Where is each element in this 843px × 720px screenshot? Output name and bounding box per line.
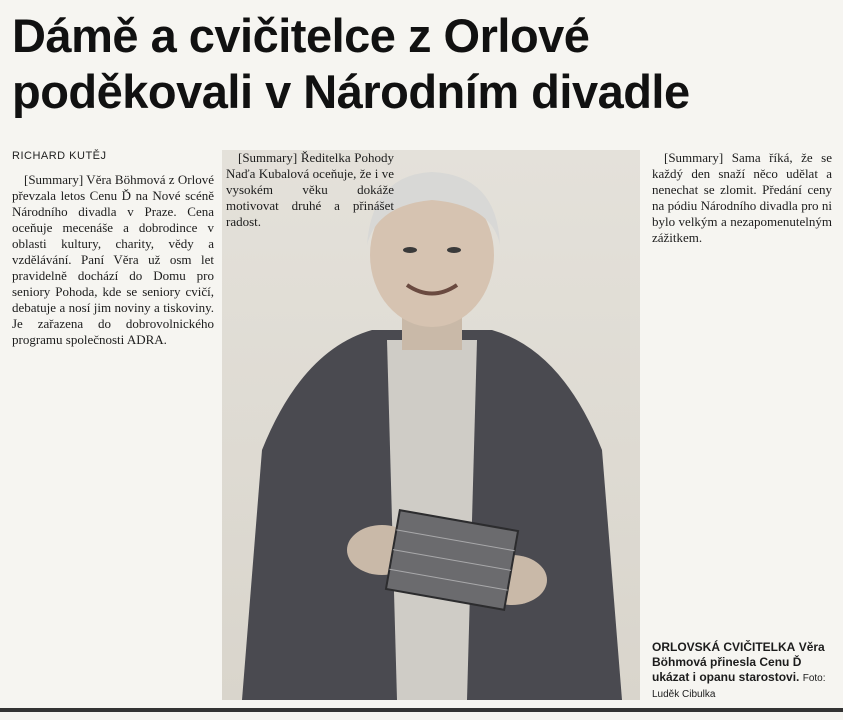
article-summary-column-3	[652, 150, 832, 254]
summary-paragraph: [Summary] Ředitelka Pohody Naďa Kubalová oceňuje, že i ve vysokém věku dokáže motivovat druhé a přinášet radost.	[226, 150, 394, 229]
headline: Dámě a cvičitelce z Orlové poděkovali v Národním divadle	[12, 9, 690, 118]
caption-body: Věra Böhmová přinesla Cenu Ď ukázat i opanu starostovi.	[652, 640, 825, 684]
byline: RICHARD KUTĚJ	[12, 150, 107, 162]
article-summary-column-1	[12, 172, 214, 356]
summary-paragraph: [Summary] Sama říká, že se každý den snaží něco udělat a nenechat se zlomit. Předání ceny na pódiu Národního divadla pro ni bylo velkým a nezapomenutelným zážitkem.	[652, 150, 832, 245]
bottom-rule	[0, 708, 843, 712]
photo-caption	[652, 640, 837, 702]
summary-paragraph: [Summary] Věra Böhmová z Orlové převzala letos Cenu Ď na Nové scéně Národního divadla v Praze. Cena oceňuje mecenáše a dobrodince v oblasti kultury, charity, vědy a vzdělávání. Paní Věra už osm let pravidelně dochází do Domu pro seniory Pohoda, kde se seniory cvičí, debatuje a nosí jim noviny a tiskoviny. Je zařazena do dobrovolnického programu společnosti ADRA.	[12, 172, 214, 347]
photo-credit: Foto: Luděk Cibulka	[652, 673, 826, 700]
article-summary-column-2	[226, 150, 394, 238]
caption-lead: ORLOVSKÁ CVIČITELKA	[652, 640, 796, 654]
